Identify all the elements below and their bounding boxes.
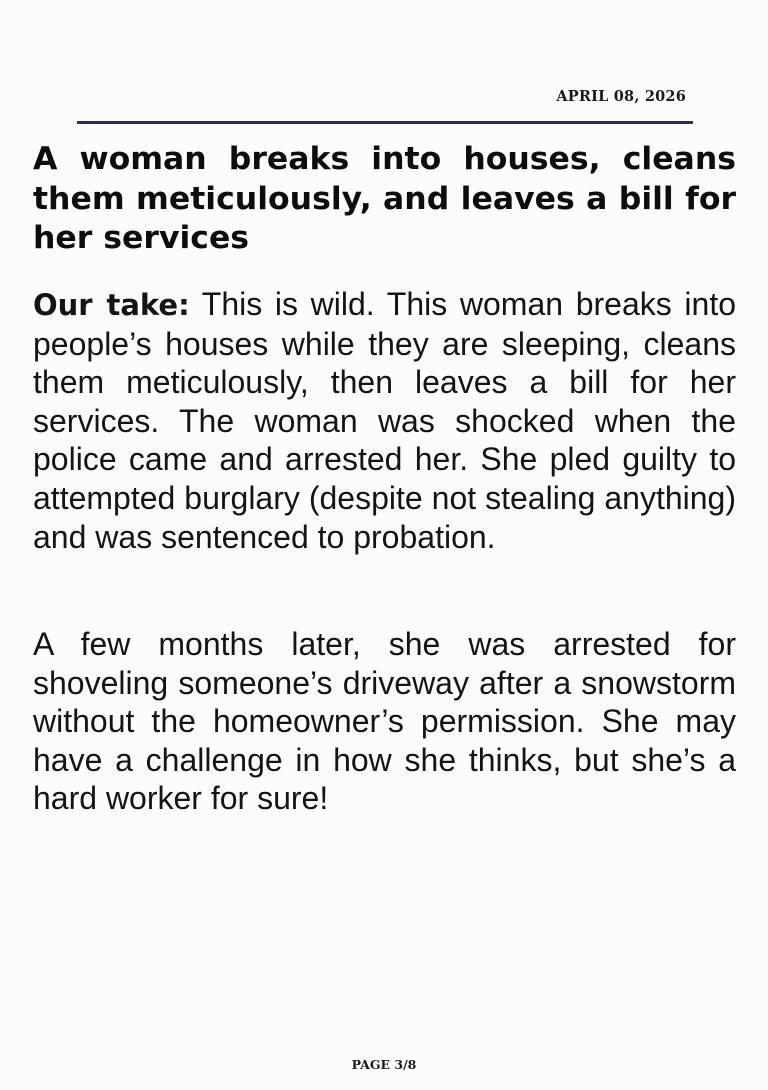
page-number: PAGE 3/8	[351, 1057, 417, 1072]
article-paragraph-1	[33, 285, 736, 556]
article-paragraph-2: A few months later, she was arrested for shoveling someone’s driveway after a snowstorm without the homeowner’s permission. She may have a challenge in how she thinks, but she’s a hard worker for sure!	[33, 626, 736, 817]
article-headline: A woman breaks into houses, cleans them meticulously, and leaves a bill for her services	[33, 141, 736, 256]
article-date: APRIL 08, 2026	[556, 88, 686, 105]
lead-label: Our take:	[33, 288, 190, 322]
paragraph-1-text: This is wild. This woman breaks into people’s houses while they are sleeping, cleans them meticulously, then leaves a bill for her services. The woman was shocked when the police came and arrested her. She pled guilty to attempted burglary (despite not stealing anything) and was sentenced to probation.	[33, 286, 737, 555]
header-divider	[77, 121, 693, 124]
